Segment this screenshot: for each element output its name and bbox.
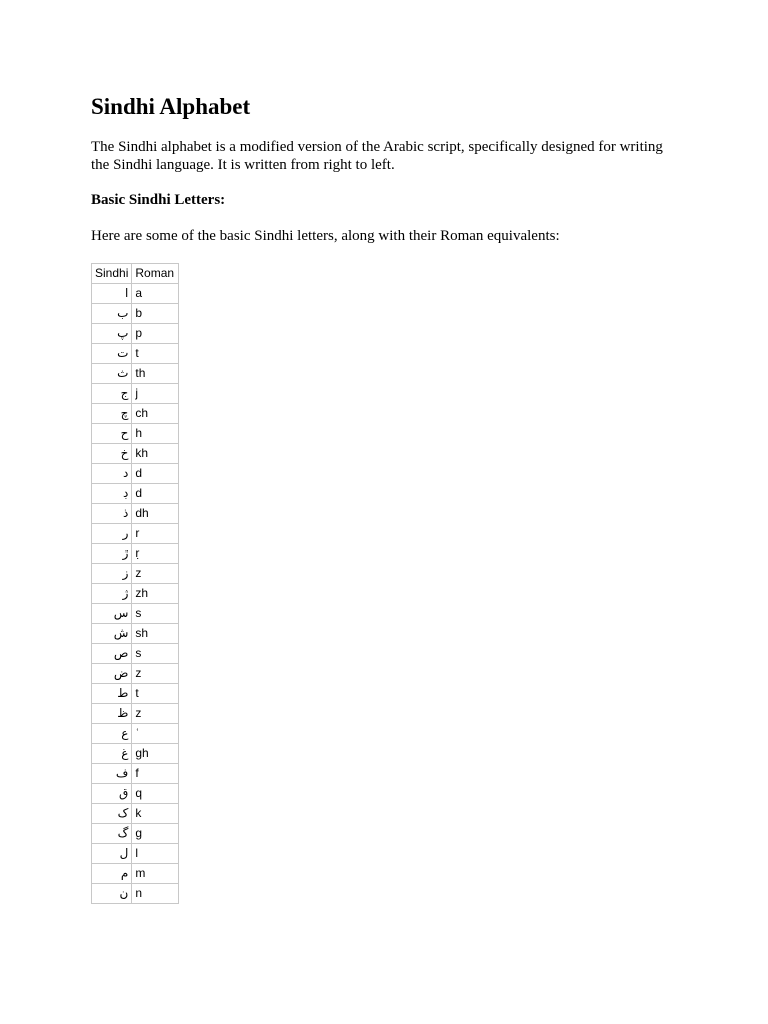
- table-row: [92, 504, 179, 524]
- roman-equivalent-cell: n: [132, 884, 179, 904]
- table-row: [92, 404, 179, 424]
- sindhi-letter-cell: م: [92, 864, 132, 884]
- roman-equivalent-cell: th: [132, 364, 179, 384]
- roman-equivalent-cell: t: [132, 344, 179, 364]
- sindhi-letter-cell: چ: [92, 404, 132, 424]
- table-row: [92, 584, 179, 604]
- table-row: [92, 704, 179, 724]
- roman-equivalent-cell: zh: [132, 584, 179, 604]
- roman-equivalent-cell: ṛ: [132, 544, 179, 564]
- table-row: [92, 624, 179, 644]
- roman-equivalent-cell: m: [132, 864, 179, 884]
- sindhi-letter-cell: غ: [92, 744, 132, 764]
- table-row: [92, 784, 179, 804]
- table-row: [92, 324, 179, 344]
- roman-equivalent-cell: z: [132, 664, 179, 684]
- table-row: [92, 444, 179, 464]
- table-row: [92, 804, 179, 824]
- column-header-sindhi: Sindhi: [92, 264, 132, 284]
- sindhi-letter-cell: ز: [92, 564, 132, 584]
- sindhi-letter-cell: ا: [92, 284, 132, 304]
- roman-equivalent-cell: ʿ: [132, 724, 179, 744]
- roman-equivalent-cell: gh: [132, 744, 179, 764]
- roman-equivalent-cell: t: [132, 684, 179, 704]
- roman-equivalent-cell: z: [132, 564, 179, 584]
- roman-equivalent-cell: a: [132, 284, 179, 304]
- sindhi-letter-cell: ل: [92, 844, 132, 864]
- table-row: [92, 304, 179, 324]
- roman-equivalent-cell: f: [132, 764, 179, 784]
- sindhi-letter-cell: ش: [92, 624, 132, 644]
- table-row: [92, 604, 179, 624]
- sindhi-letter-cell: ط: [92, 684, 132, 704]
- table-body: [92, 284, 179, 904]
- table-row: [92, 344, 179, 364]
- table-row: [92, 684, 179, 704]
- sindhi-letter-cell: ر: [92, 524, 132, 544]
- roman-equivalent-cell: q: [132, 784, 179, 804]
- roman-equivalent-cell: d: [132, 464, 179, 484]
- table-row: [92, 884, 179, 904]
- sindhi-letter-cell: خ: [92, 444, 132, 464]
- sindhi-letter-cell: پ: [92, 324, 132, 344]
- roman-equivalent-cell: dh: [132, 504, 179, 524]
- table-row: [92, 424, 179, 444]
- column-header-roman: Roman: [132, 264, 179, 284]
- roman-equivalent-cell: ch: [132, 404, 179, 424]
- lead-paragraph: Here are some of the basic Sindhi letters, along with their Roman equivalents:: [91, 228, 560, 244]
- roman-equivalent-cell: p: [132, 324, 179, 344]
- table-row: [92, 484, 179, 504]
- sindhi-letter-cell: ڙ: [92, 544, 132, 564]
- table-row: [92, 864, 179, 884]
- sindhi-letter-cell: ن: [92, 884, 132, 904]
- sindhi-letter-cell: ذ: [92, 504, 132, 524]
- page-title: Sindhi Alphabet: [91, 94, 251, 119]
- table-row: [92, 544, 179, 564]
- table-row: [92, 524, 179, 544]
- sindhi-letter-cell: د: [92, 464, 132, 484]
- table-row: [92, 764, 179, 784]
- intro-paragraph: The Sindhi alphabet is a modified version of the Arabic script, specifically designed for writing the Sindhi language. It is written from right to left.: [91, 139, 663, 173]
- sindhi-letter-cell: س: [92, 604, 132, 624]
- table-row: [92, 744, 179, 764]
- roman-equivalent-cell: r: [132, 524, 179, 544]
- table-header-row: [92, 264, 179, 284]
- table-row: [92, 464, 179, 484]
- table-row: [92, 844, 179, 864]
- roman-equivalent-cell: z: [132, 704, 179, 724]
- sindhi-letter-cell: ف: [92, 764, 132, 784]
- roman-equivalent-cell: l: [132, 844, 179, 864]
- letters-table: [91, 263, 179, 904]
- table-row: [92, 364, 179, 384]
- sindhi-letter-cell: ض: [92, 664, 132, 684]
- sindhi-letter-cell: ث: [92, 364, 132, 384]
- roman-equivalent-cell: h: [132, 424, 179, 444]
- sindhi-letter-cell: ع: [92, 724, 132, 744]
- table-row: [92, 564, 179, 584]
- table-row: [92, 824, 179, 844]
- document-page: [91, 92, 681, 904]
- sindhi-letter-cell: ژ: [92, 584, 132, 604]
- roman-equivalent-cell: s: [132, 644, 179, 664]
- roman-equivalent-cell: j: [132, 384, 179, 404]
- roman-equivalent-cell: s: [132, 604, 179, 624]
- roman-equivalent-cell: sh: [132, 624, 179, 644]
- section-heading: Basic Sindhi Letters:: [91, 192, 226, 208]
- table-row: [92, 384, 179, 404]
- roman-equivalent-cell: d: [132, 484, 179, 504]
- sindhi-letter-cell: ج: [92, 384, 132, 404]
- sindhi-letter-cell: ح: [92, 424, 132, 444]
- roman-equivalent-cell: k: [132, 804, 179, 824]
- sindhi-letter-cell: ق: [92, 784, 132, 804]
- sindhi-letter-cell: ظ: [92, 704, 132, 724]
- sindhi-letter-cell: ت: [92, 344, 132, 364]
- sindhi-letter-cell: گ: [92, 824, 132, 844]
- roman-equivalent-cell: b: [132, 304, 179, 324]
- table-row: [92, 284, 179, 304]
- roman-equivalent-cell: kh: [132, 444, 179, 464]
- sindhi-letter-cell: ب: [92, 304, 132, 324]
- table-row: [92, 644, 179, 664]
- roman-equivalent-cell: g: [132, 824, 179, 844]
- sindhi-letter-cell: ص: [92, 644, 132, 664]
- sindhi-letter-cell: ک: [92, 804, 132, 824]
- table-row: [92, 724, 179, 744]
- sindhi-letter-cell: ڊ: [92, 484, 132, 504]
- table-row: [92, 664, 179, 684]
